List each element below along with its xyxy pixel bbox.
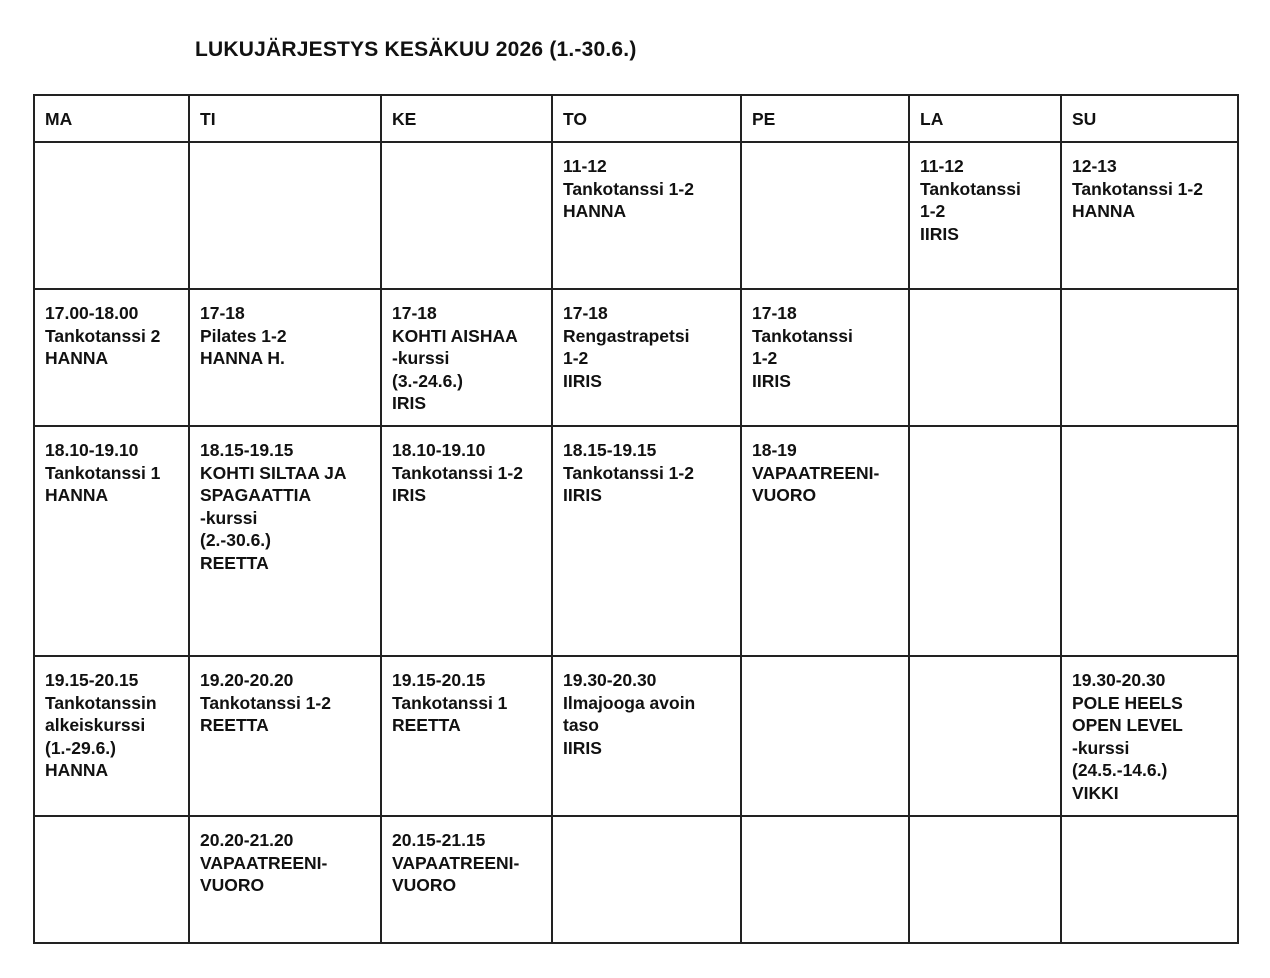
class-time: 18.15-19.15 [200, 440, 294, 460]
class-time: 18-19 [752, 440, 797, 460]
class-time: 11-12 [563, 156, 607, 176]
class-detail: KOHTI SILTAA JA [200, 462, 347, 483]
empty-cell-ti [189, 142, 381, 289]
class-detail: VUORO [200, 875, 265, 895]
class-detail: VAPAATREENI- [392, 852, 520, 873]
class-detail: Tankotanssi 1 [45, 462, 161, 483]
class-cell-ti [189, 426, 381, 656]
day-header-pe: PE [741, 95, 909, 142]
time-slot-row [34, 289, 1238, 426]
class-detail: Tankotanssi 2 [45, 325, 161, 346]
day-header-ke: KE [381, 95, 552, 142]
class-detail: IIRIS [563, 370, 602, 391]
class-time: 17.00-18.00 [45, 303, 139, 323]
class-time: 19.15-20.15 [45, 670, 139, 690]
class-cell-ti [189, 656, 381, 816]
class-time: 12-13 [1072, 156, 1117, 176]
class-detail: IIRIS [920, 223, 959, 244]
class-detail: Tankotanssi 1-2 [1072, 178, 1203, 199]
class-detail: HANNA H. [200, 348, 285, 368]
class-time: 19.15-20.15 [392, 670, 486, 690]
class-time: 20.15-21.15 [392, 830, 486, 850]
class-detail: 1-2 [752, 348, 778, 368]
empty-cell-la [909, 816, 1061, 943]
class-detail: (24.5.-14.6.) [1072, 760, 1168, 780]
empty-cell-ma [34, 142, 189, 289]
class-time: 17-18 [752, 303, 797, 323]
day-header-to: TO [552, 95, 741, 142]
class-detail: VAPAATREENI- [752, 462, 880, 483]
empty-cell-ma [34, 816, 189, 943]
class-detail: (2.-30.6.) [200, 530, 271, 550]
class-detail: Tankotanssi 1-2 [563, 462, 694, 483]
class-detail: -kurssi [200, 507, 258, 528]
empty-cell-su [1061, 426, 1238, 656]
class-detail: Tankotanssi [920, 178, 1021, 199]
class-detail: Tankotanssi 1-2 [563, 178, 694, 199]
schedule-table [33, 94, 1239, 944]
class-time: 11-12 [920, 156, 964, 176]
class-detail: Tankotanssi [752, 325, 853, 346]
class-detail: Tankotanssi 1-2 [392, 462, 523, 483]
empty-cell-pe [741, 142, 909, 289]
class-detail: Tankotanssi 1 [392, 692, 508, 713]
time-slot-row [34, 656, 1238, 816]
class-cell-su [1061, 656, 1238, 816]
day-header-su: SU [1061, 95, 1238, 142]
class-time: 17-18 [200, 303, 245, 323]
class-detail: VUORO [392, 875, 457, 895]
class-cell-to [552, 426, 741, 656]
class-cell-ti [189, 289, 381, 426]
empty-cell-su [1061, 816, 1238, 943]
class-time: 18.15-19.15 [563, 440, 657, 460]
class-detail: OPEN LEVEL [1072, 715, 1183, 735]
class-cell-su [1061, 142, 1238, 289]
class-cell-ke [381, 816, 552, 943]
class-detail: IIRIS [563, 485, 602, 505]
class-detail: VUORO [752, 485, 817, 505]
empty-cell-su [1061, 289, 1238, 426]
class-cell-la [909, 142, 1061, 289]
class-detail: HANNA [45, 485, 109, 505]
empty-cell-pe [741, 656, 909, 816]
class-detail: IIRIS [752, 370, 791, 391]
class-cell-to [552, 656, 741, 816]
class-cell-pe [741, 426, 909, 656]
class-detail: VIKKI [1072, 782, 1119, 803]
class-detail: 1-2 [920, 201, 946, 221]
class-detail: Ilmajooga avoin [563, 692, 696, 713]
class-cell-ke [381, 426, 552, 656]
class-cell-to [552, 142, 741, 289]
class-detail: (3.-24.6.) [392, 370, 463, 391]
class-cell-ke [381, 289, 552, 426]
class-detail: alkeiskurssi [45, 715, 146, 735]
empty-cell-la [909, 289, 1061, 426]
class-detail: REETTA [200, 552, 269, 573]
class-detail: KOHTI AISHAA [392, 325, 518, 346]
class-detail: (1.-29.6.) [45, 737, 116, 758]
class-detail: VAPAATREENI- [200, 852, 328, 873]
class-cell-ke [381, 656, 552, 816]
day-header-ti: TI [189, 95, 381, 142]
class-detail: taso [563, 715, 599, 735]
class-cell-pe [741, 289, 909, 426]
class-detail: Tankotanssi 1-2 [200, 692, 331, 713]
class-detail: IIRIS [563, 737, 602, 758]
class-cell-to [552, 289, 741, 426]
class-detail: -kurssi [392, 348, 450, 368]
class-detail: IRIS [392, 485, 427, 505]
class-detail: REETTA [392, 715, 461, 735]
empty-cell-ke [381, 142, 552, 289]
class-detail: Rengastrapetsi [563, 325, 690, 346]
class-detail: 1-2 [563, 348, 589, 368]
day-header-la: LA [909, 95, 1061, 142]
time-slot-row [34, 426, 1238, 656]
class-time: 17-18 [563, 303, 608, 323]
class-time: 20.20-21.20 [200, 830, 294, 850]
day-header-ma: MA [34, 95, 189, 142]
class-cell-ma [34, 656, 189, 816]
class-detail: Tankotanssin [45, 692, 157, 713]
class-detail: IRIS [392, 393, 427, 413]
empty-cell-la [909, 656, 1061, 816]
time-slot-row [34, 816, 1238, 943]
class-time: 17-18 [392, 303, 437, 323]
day-header-row [34, 95, 1238, 142]
class-cell-ti [189, 816, 381, 943]
class-time: 19.30-20.30 [563, 670, 657, 690]
empty-cell-pe [741, 816, 909, 943]
time-slot-row [34, 142, 1238, 289]
class-detail: HANNA [563, 201, 627, 221]
class-time: 18.10-19.10 [392, 440, 486, 460]
class-cell-ma [34, 289, 189, 426]
page-title: LUKUJÄRJESTYS KESÄKUU 2026 (1.-30.6.) [195, 38, 637, 61]
class-time: 19.30-20.30 [1072, 670, 1166, 690]
class-detail: HANNA [1072, 201, 1136, 221]
class-time: 19.20-20.20 [200, 670, 294, 690]
empty-cell-la [909, 426, 1061, 656]
class-detail: HANNA [45, 348, 109, 368]
class-cell-ma [34, 426, 189, 656]
empty-cell-to [552, 816, 741, 943]
class-detail: POLE HEELS [1072, 692, 1183, 713]
class-time: 18.10-19.10 [45, 440, 139, 460]
class-detail: Pilates 1-2 [200, 325, 287, 346]
class-detail: REETTA [200, 715, 269, 735]
class-detail: -kurssi [1072, 737, 1130, 758]
class-detail: HANNA [45, 760, 109, 780]
class-detail: SPAGAATTIA [200, 485, 312, 505]
